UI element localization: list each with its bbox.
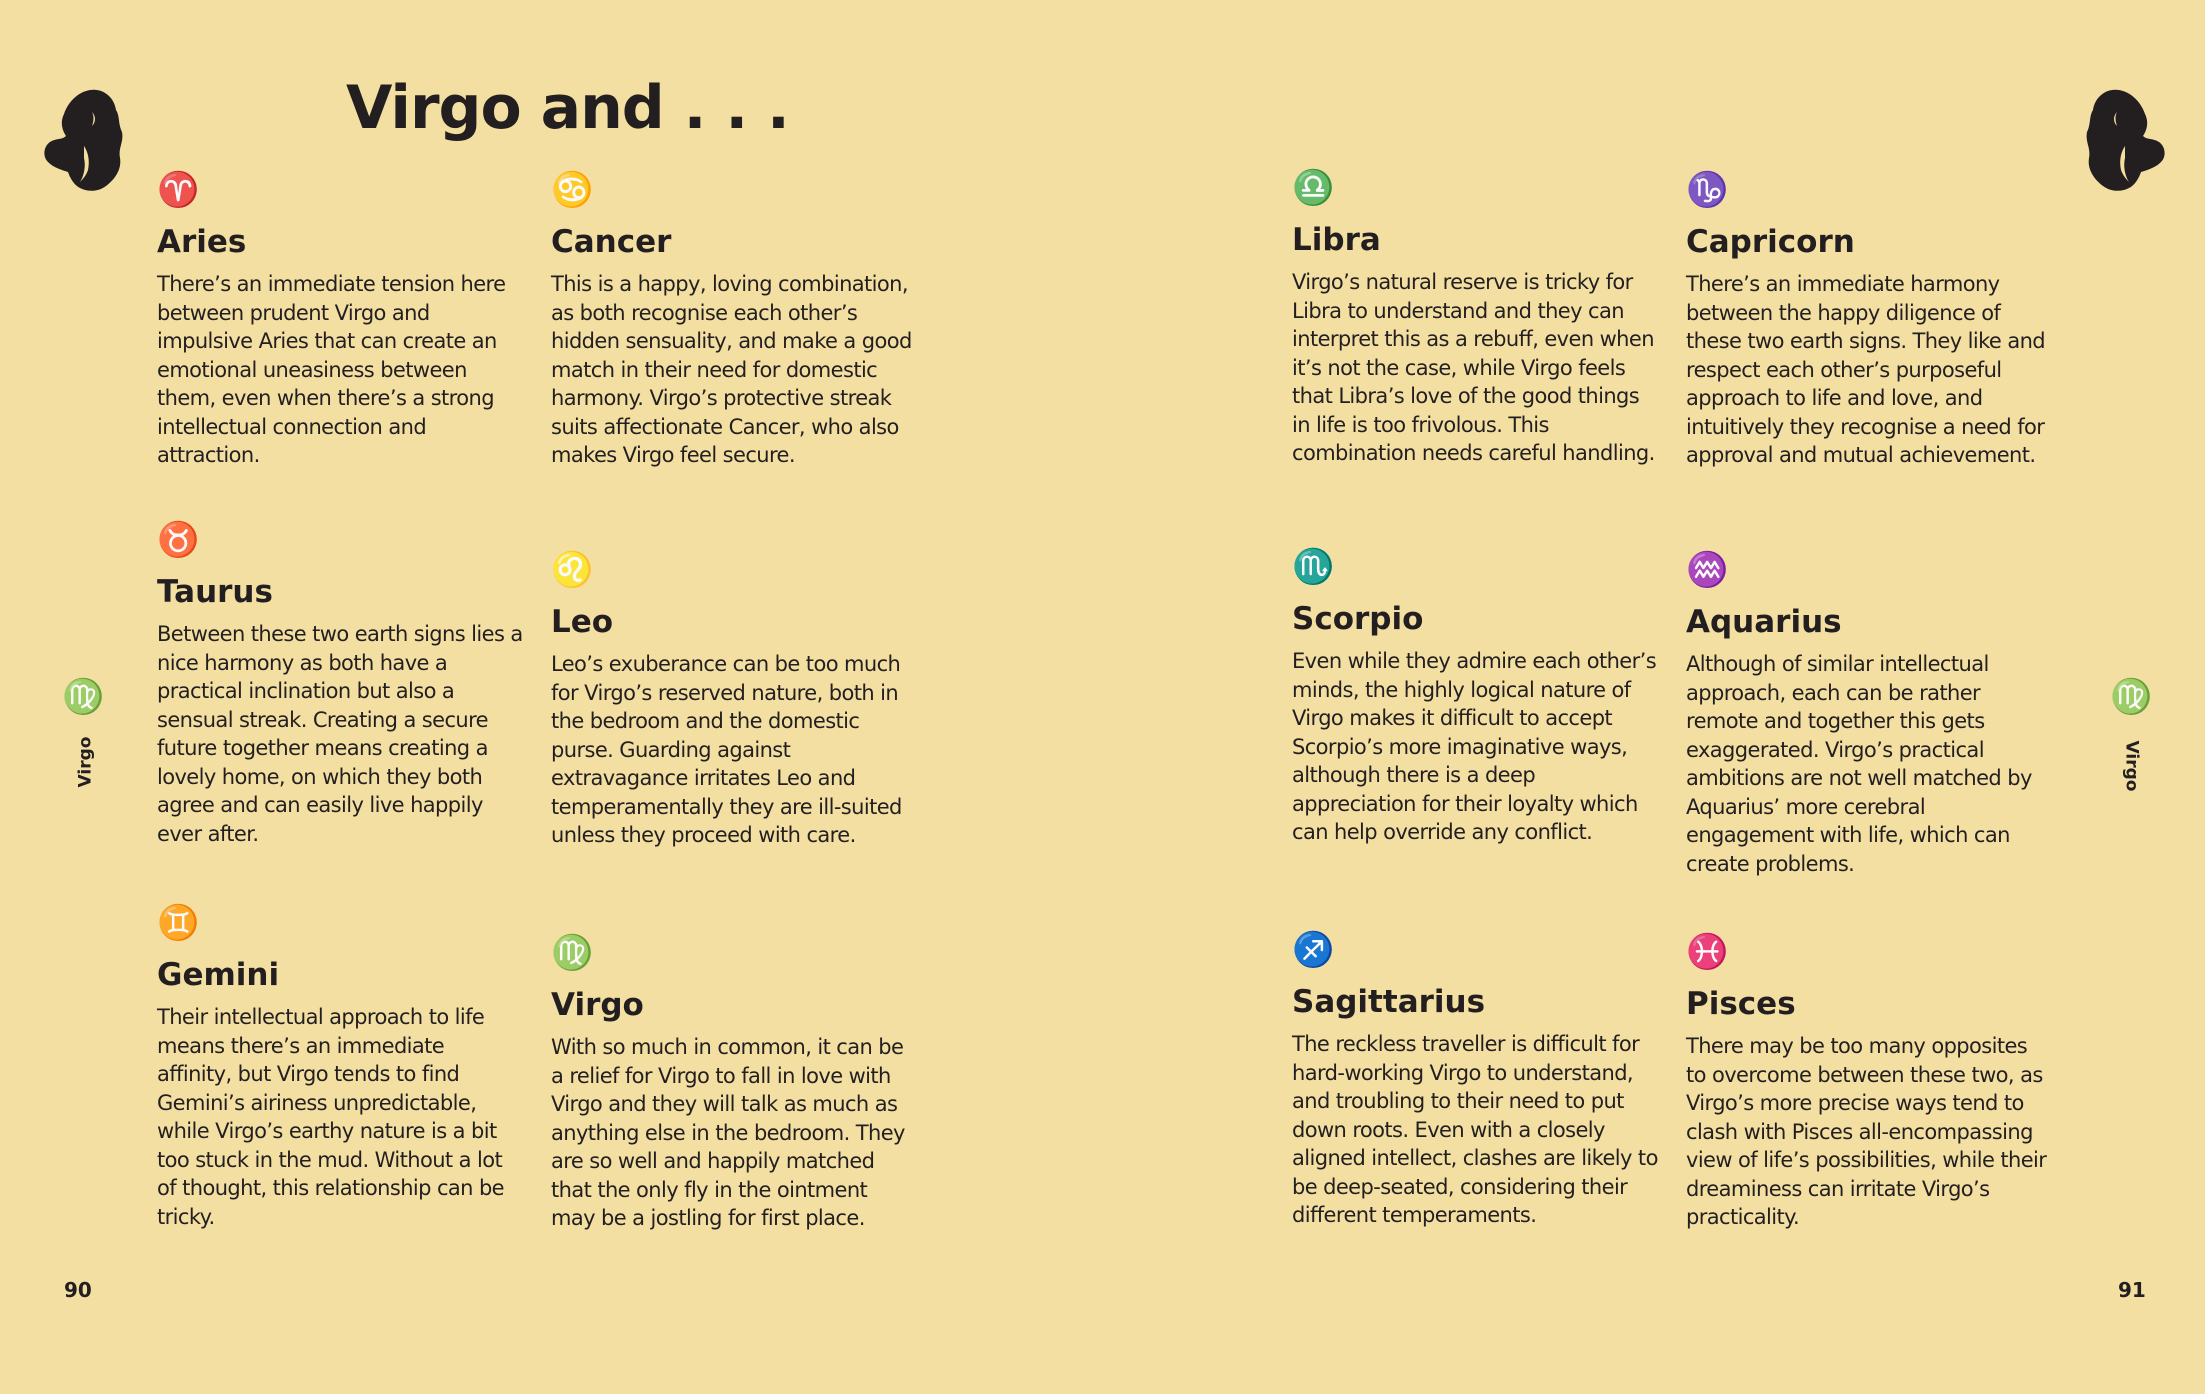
entry-aries [157, 170, 523, 470]
entry-sagittarius [1292, 930, 1658, 1230]
virgo-bust-icon [40, 86, 124, 194]
scorpio-icon: ♏ [1292, 548, 1335, 586]
entry-text: There may be too many opposites to overcome between these two, as Virgo’s more precise ways tend to clash with Pisces all-encompassing view of life’s possibilities, while their dreaminess can irritate Virgo’s practicality. [1686, 1034, 2047, 1229]
entry-heading: Capricorn [1686, 224, 1855, 260]
entry-text: Leo’s exuberance can be too much for Virgo’s reserved nature, both in the bedroom and the domestic purse. Guarding against extravagance irritates Leo and temperamentally they are ill-suited unless they proceed with care. [551, 652, 902, 847]
entry-gemini [157, 903, 523, 1231]
leo-icon: ♌ [551, 551, 594, 589]
entry-heading: Libra [1292, 222, 1381, 258]
pisces-icon: ♓ [1686, 933, 1729, 971]
right-page [1103, 0, 2205, 1394]
entry-text: Although of similar intellectual approach, each can be rather remote and together this gets exaggerated. Virgo’s practical ambitions are not well matched by Aquarius’ more cerebral engagement with life, which can create problems. [1686, 652, 2032, 876]
entry-heading: Cancer [551, 224, 672, 260]
entry-text: The reckless traveller is difficult for hard-working Virgo to understand, and troubling to their need to put down roots. Even with a closely aligned intellect, clashes are likely to be deep-seated, considering their different temperaments. [1292, 1032, 1658, 1227]
entry-heading: Pisces [1686, 986, 1796, 1022]
sagittarius-icon: ♐ [1292, 931, 1335, 969]
virgo-icon: ♍ [551, 934, 594, 972]
entry-heading: Aries [157, 224, 247, 260]
virgo-glyph-icon: ♍ [62, 678, 105, 716]
entry-libra [1292, 168, 1658, 468]
virgo-bust-icon [2085, 86, 2169, 194]
entry-cancer [551, 170, 917, 470]
entry-capricorn [1686, 170, 2052, 470]
entry-leo [551, 550, 917, 850]
taurus-icon: ♉ [157, 521, 200, 559]
entry-aquarius [1686, 550, 2052, 878]
page-number-right: 91 [2118, 1278, 2146, 1302]
gemini-icon: ♊ [157, 904, 200, 942]
virgo-glyph-icon: ♍ [2110, 678, 2153, 716]
entry-heading: Leo [551, 604, 614, 640]
entry-scorpio [1292, 547, 1658, 847]
libra-icon: ♎ [1292, 169, 1335, 207]
entry-text: There’s an immediate tension here between prudent Virgo and impulsive Aries that can create an emotional uneasiness between them, even when there’s a strong intellectual connection and attraction. [157, 272, 506, 467]
entry-pisces [1686, 932, 2052, 1232]
entry-heading: Virgo [551, 987, 644, 1023]
page-title: Virgo and . . . [346, 73, 789, 143]
entry-heading: Gemini [157, 957, 280, 993]
entry-virgo [551, 933, 917, 1233]
capricorn-icon: ♑ [1686, 171, 1729, 209]
cancer-icon: ♋ [551, 171, 594, 209]
entry-heading: Taurus [157, 574, 273, 610]
left-page [0, 0, 1102, 1394]
aquarius-icon: ♒ [1686, 551, 1729, 589]
entry-text: Even while they admire each other’s minds, the highly logical nature of Virgo makes it difficult to accept Scorpio’s more imaginative ways, although there is a deep appreciation for their loyalty which can help override any conflict. [1292, 649, 1657, 844]
entry-text: Their intellectual approach to life means there’s an immediate affinity, but Virgo tends to find Gemini’s airiness unpredictable, while Virgo’s earthy nature is a bit too stuck in the mud. Without a lot of thought, this relationship can be tricky. [157, 1005, 504, 1229]
side-running-label: Virgo [2121, 740, 2142, 792]
entry-heading: Sagittarius [1292, 984, 1486, 1020]
entry-text: With so much in common, it can be a relief for Virgo to fall in love with Virgo and they will talk as much as anything else in the bedroom. They are so well and happily matched that the only fly in the ointment may be a jostling for first place. [551, 1035, 905, 1230]
entry-heading: Aquarius [1686, 604, 1842, 640]
side-running-label: Virgo [75, 736, 96, 788]
entry-text: There’s an immediate harmony between the happy diligence of these two earth signs. They like and respect each other’s purposeful approach to life and love, and intuitively they recognise a need for approval and mutual achievement. [1686, 272, 2046, 467]
entry-text: Between these two earth signs lies a nice harmony as both have a practical inclination but also a sensual streak. Creating a secure future together means creating a lovely home, on which they both agree and can easily live happily ever after. [157, 622, 523, 846]
aries-icon: ♈ [157, 171, 200, 209]
entry-heading: Scorpio [1292, 601, 1424, 637]
entry-text: This is a happy, loving combination, as both recognise each other’s hidden sensuality, and make a good match in their need for domestic harmony. Virgo’s protective streak suits affectionate Cancer, who also makes Virgo feel secure. [551, 272, 912, 467]
entry-text: Virgo’s natural reserve is tricky for Libra to understand and they can interpret this as a rebuff, even when it’s not the case, while Virgo feels that Libra’s love of the good things in life is too frivolous. This combination needs careful handling. [1292, 270, 1655, 465]
entry-taurus [157, 520, 523, 848]
page-number-left: 90 [64, 1278, 92, 1302]
